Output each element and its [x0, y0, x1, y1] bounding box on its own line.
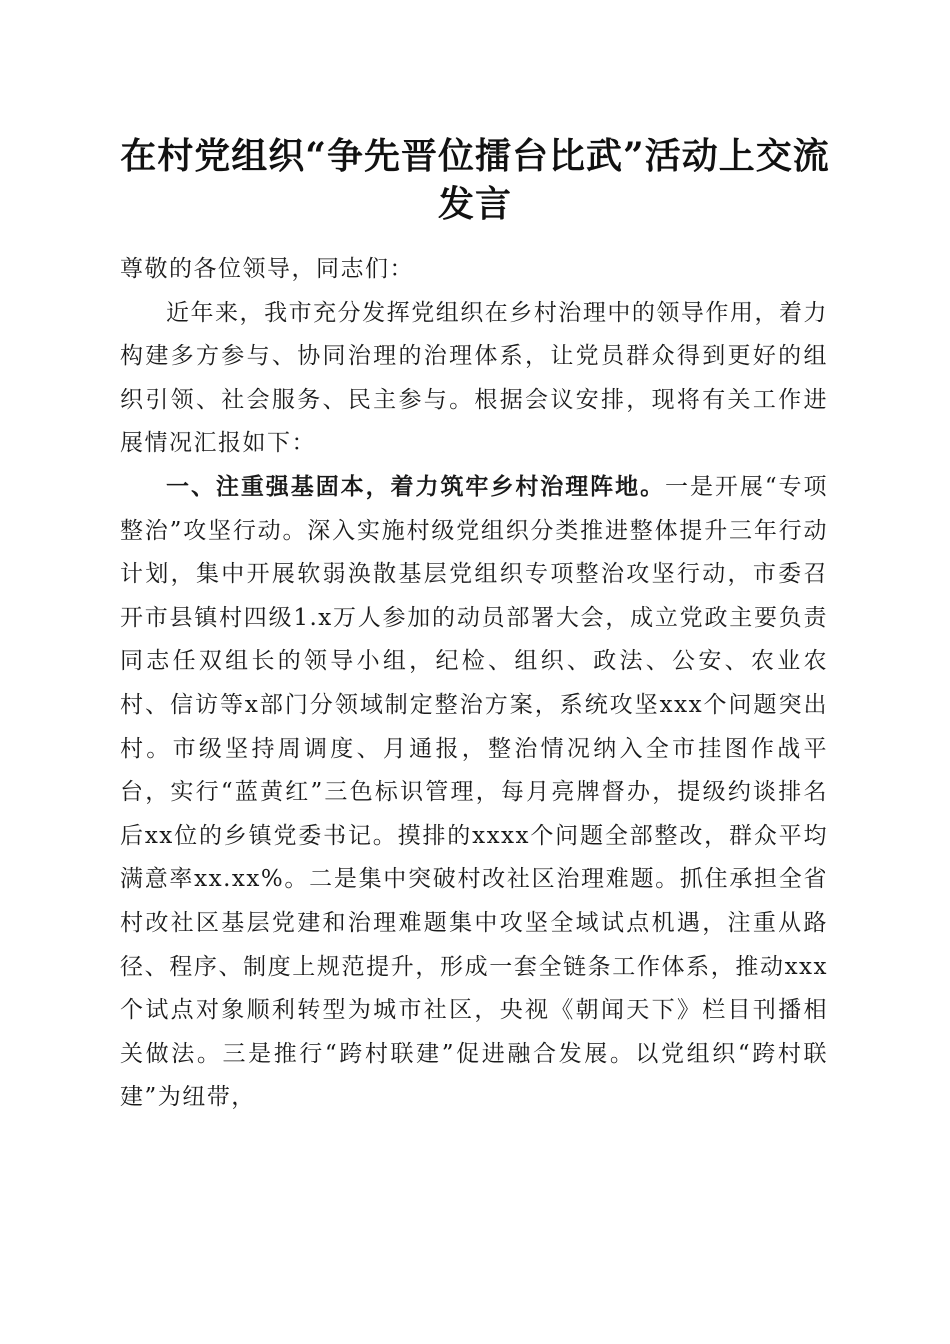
section-1-heading: 一、注重强基固本，着力筑牢乡村治理阵地。 — [166, 473, 666, 500]
document-title — [100, 132, 850, 228]
document-body — [120, 248, 828, 1120]
salutation: 尊敬的各位领导，同志们： — [120, 256, 414, 282]
title-line-1: 在村党组织“争先晋位擂台比武”活动上交流 — [120, 135, 830, 177]
intro-paragraph: 近年来，我市充分发挥党组织在乡村治理中的领导作用，着力构建多方参与、协同治理的治理体系，让党员群众得到更好的组织引领、社会服务、民主参与。根据会议安排，现将有关工作进展情况汇报如下： — [120, 299, 828, 457]
section-1-body: 一是开展“专项整治”攻坚行动。深入实施村级党组织分类推进整体提升三年行动计划，集中开展软弱涣散基层党组织专项整治攻坚行动，市委召开市县镇村四级1.x万人参加的动员部署大会，成立党政主要负责同志任双组长的领导小组，纪检、组织、政法、公安、农业农村、信访等x部门分领域制定整治方案，系统攻坚xxx个问题突出村。市级坚持周调度、月通报，整治情况纳入全市挂图作战平台，实行“蓝黄红”三色标识管理，每月亮牌督办，提级约谈排名后xx位的乡镇党委书记。摸排的xxxx个问题全部整改，群众平均满意率xx.xx%。二是集中突破村改社区治理难题。抓住承担全省村改社区基层党建和治理难题集中攻坚全域试点机遇，注重从路径、程序、制度上规范提升，形成一套全链条工作体系，推动xxx个试点对象顺利转型为城市社区，央视《朝闻天下》栏目刊播相关做法。三是推行“跨村联建”促进融合发展。以党组织“跨村联建”为纽带， — [120, 473, 828, 1111]
title-line-2: 发言 — [437, 183, 512, 225]
section-1-paragraph — [120, 466, 828, 1120]
